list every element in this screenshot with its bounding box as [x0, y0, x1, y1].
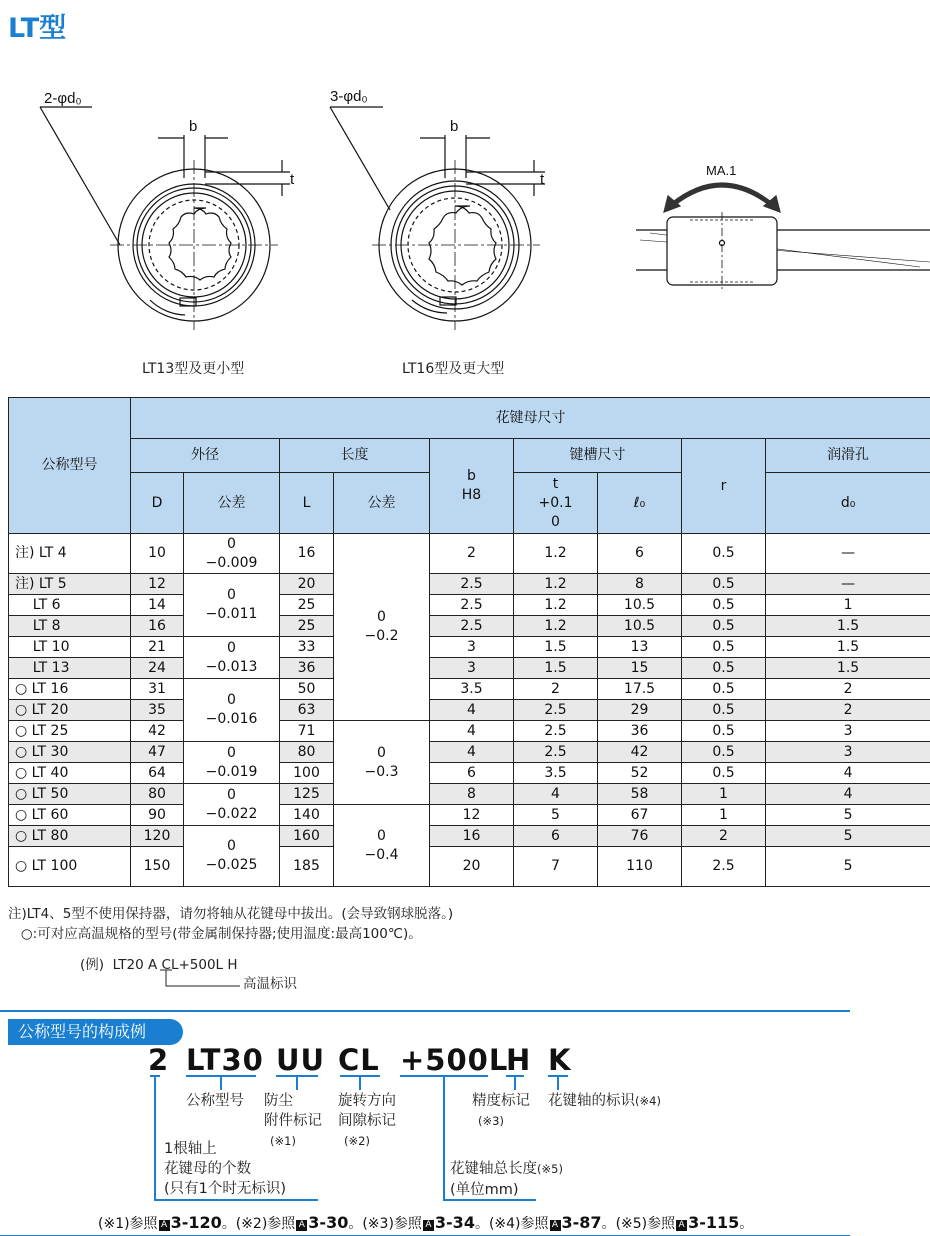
header-model: 公称型号	[9, 398, 131, 534]
cell-l-tol: 0 −0.2	[334, 534, 430, 721]
cell-b: 20	[430, 847, 514, 887]
table-row	[9, 805, 930, 826]
cell-l0: 36	[598, 721, 682, 742]
cell-t: 7	[514, 847, 598, 887]
cell-d-tol: 0 −0.022	[184, 784, 280, 826]
left-b-label: b	[189, 118, 198, 135]
cell-r: 0.5	[682, 595, 766, 616]
cell-r: 0.5	[682, 742, 766, 763]
header-l-tol: 公差	[334, 473, 430, 534]
table-row	[9, 784, 930, 805]
cell-t: 1.2	[514, 595, 598, 616]
cell-b: 8	[430, 784, 514, 805]
left-t-label: t	[290, 171, 295, 188]
cell-d0: 1	[766, 595, 930, 616]
label-count: 1根轴上 花键母的个数 (只有1个时无标识)	[164, 1141, 287, 1197]
cell-d-tol: 0 −0.016	[184, 679, 280, 742]
cell-d0: 4	[766, 763, 930, 784]
cell-D: 80	[131, 784, 184, 805]
cell-b: 2.5	[430, 595, 514, 616]
cell-d0: 2	[766, 700, 930, 721]
left-caption: LT13型及更小型	[142, 361, 245, 377]
cell-L: 20	[280, 574, 334, 595]
reference-notes	[98, 1213, 753, 1233]
label-shaft: 花键轴的标识(※4)	[548, 1093, 661, 1109]
cell-l0: 52	[598, 763, 682, 784]
cell-L: 33	[280, 637, 334, 658]
cell-r: 0.5	[682, 700, 766, 721]
cell-D: 120	[131, 826, 184, 847]
label-clearance: 旋转方向 间隙标记	[338, 1093, 396, 1129]
cell-model: ○ LT 16	[9, 679, 131, 700]
cell-model: ○ LT 30	[9, 742, 131, 763]
cell-D: 14	[131, 595, 184, 616]
cell-l0: 42	[598, 742, 682, 763]
cell-l0: 17.5	[598, 679, 682, 700]
label-model: 公称型号	[186, 1093, 244, 1109]
cell-t: 5	[514, 805, 598, 826]
right-b-label: b	[450, 118, 459, 135]
code-shaft: K	[548, 1043, 572, 1077]
technical-drawings	[0, 0, 930, 395]
cell-L: 25	[280, 616, 334, 637]
table-row	[9, 847, 930, 887]
cell-D: 12	[131, 574, 184, 595]
cell-L: 125	[280, 784, 334, 805]
cell-t: 2.5	[514, 700, 598, 721]
cell-b: 2.5	[430, 616, 514, 637]
cell-d0: 1.5	[766, 616, 930, 637]
header-d0: d₀	[766, 473, 930, 534]
table-row	[9, 763, 930, 784]
cell-l0: 8	[598, 574, 682, 595]
header-l0: ℓ₀	[598, 473, 682, 534]
header-lube: 润滑孔	[766, 439, 930, 473]
reference-item: (※4)参照 A 3-87。	[488, 1213, 616, 1232]
cell-d0: 2	[766, 679, 930, 700]
cell-L: 100	[280, 763, 334, 784]
code-length: +500L	[400, 1043, 509, 1077]
cell-b: 4	[430, 742, 514, 763]
cell-t: 4	[514, 784, 598, 805]
reference-book-icon: A	[296, 1220, 307, 1231]
cell-d0: 4	[766, 784, 930, 805]
cell-model: 注) LT 5	[9, 574, 131, 595]
reference-book-icon: A	[550, 1220, 561, 1231]
cell-t: 6	[514, 826, 598, 847]
cell-D: 10	[131, 534, 184, 574]
cell-L: 16	[280, 534, 334, 574]
cell-d0: 5	[766, 805, 930, 826]
label-clearance-note: (※2)	[344, 1134, 370, 1148]
cell-model: LT 6	[9, 595, 131, 616]
page-title: LT型	[8, 13, 67, 44]
header-D: D	[131, 473, 184, 534]
cell-t: 1.2	[514, 616, 598, 637]
cell-t: 1.2	[514, 574, 598, 595]
cell-r: 0.5	[682, 658, 766, 679]
cell-D: 24	[131, 658, 184, 679]
cell-model: ○ LT 20	[9, 700, 131, 721]
code-precision: H	[506, 1043, 532, 1077]
code-seal: UU	[276, 1043, 326, 1077]
table-row	[9, 534, 930, 574]
cell-L: 71	[280, 721, 334, 742]
cell-b: 2	[430, 534, 514, 574]
table-row	[9, 616, 930, 637]
cell-d0: —	[766, 574, 930, 595]
cell-model: ○ LT 50	[9, 784, 131, 805]
cell-D: 47	[131, 742, 184, 763]
right-hole-label: 3-φd₀	[330, 88, 368, 105]
example-label: 高温标识	[243, 976, 297, 992]
cell-d0: 5	[766, 826, 930, 847]
cell-L: 80	[280, 742, 334, 763]
cell-l-tol: 0 −0.4	[334, 805, 430, 887]
header-length: 长度	[280, 439, 430, 473]
header-t: t +0.1 0	[514, 473, 598, 534]
cell-D: 42	[131, 721, 184, 742]
cell-b: 3	[430, 658, 514, 679]
cell-L: 63	[280, 700, 334, 721]
composition-section-title: 公称型号的构成例	[8, 1019, 183, 1045]
cell-L: 25	[280, 595, 334, 616]
reference-item: (※3)参照 A 3-34。	[362, 1213, 489, 1232]
right-caption: LT16型及更大型	[402, 361, 505, 377]
label-precision: 精度标记	[472, 1093, 530, 1109]
header-d-tol: 公差	[184, 473, 280, 534]
code-model: LT30	[186, 1043, 264, 1077]
cell-l0: 10.5	[598, 616, 682, 637]
header-keyway: 键槽尺寸	[514, 439, 682, 473]
cell-d0: 1.5	[766, 637, 930, 658]
cell-b: 2.5	[430, 574, 514, 595]
cell-l0: 29	[598, 700, 682, 721]
cell-t: 2.5	[514, 742, 598, 763]
cell-d-tol: 0 −0.009	[184, 534, 280, 574]
cell-r: 0.5	[682, 574, 766, 595]
cell-d0: 5	[766, 847, 930, 887]
cell-L: 50	[280, 679, 334, 700]
cell-model: 注) LT 4	[9, 534, 131, 574]
cell-r: 0.5	[682, 679, 766, 700]
cell-model: ○ LT 60	[9, 805, 131, 826]
cell-l-tol: 0 −0.3	[334, 721, 430, 805]
cell-l0: 10.5	[598, 595, 682, 616]
header-outer: 外径	[131, 439, 280, 473]
table-row	[9, 742, 930, 763]
cell-L: 160	[280, 826, 334, 847]
cell-t: 1.5	[514, 637, 598, 658]
cell-d-tol: 0 −0.013	[184, 637, 280, 679]
label-seal-note: (※1)	[270, 1134, 296, 1148]
cell-D: 150	[131, 847, 184, 887]
cell-L: 36	[280, 658, 334, 679]
code-clearance: CL	[338, 1043, 380, 1077]
example-code: (例) LT20 A CL+500L H	[80, 957, 238, 973]
cell-d-tol: 0 −0.025	[184, 826, 280, 887]
cell-t: 2	[514, 679, 598, 700]
table-row	[9, 658, 930, 679]
table-row	[9, 679, 930, 700]
reference-book-icon: A	[676, 1220, 687, 1231]
note-2: ○:可对应高温规格的型号(带金属制保持器;使用温度:最高100℃)。	[8, 926, 422, 942]
table-row	[9, 574, 930, 595]
label-unit: (单位mm)	[450, 1182, 519, 1198]
table-row	[9, 826, 930, 847]
cell-b: 3.5	[430, 679, 514, 700]
label-precision-note: (※3)	[478, 1114, 504, 1128]
cell-r: 0.5	[682, 616, 766, 637]
note-1: 注)LT4、5型不使用保持器，请勿将轴从花键母中拔出。(会导致钢球脱落。)	[8, 906, 454, 922]
cell-l0: 110	[598, 847, 682, 887]
cell-model: ○ LT 25	[9, 721, 131, 742]
cell-model: ○ LT 80	[9, 826, 131, 847]
cell-D: 21	[131, 637, 184, 658]
cell-b: 16	[430, 826, 514, 847]
cell-r: 2	[682, 826, 766, 847]
cell-r: 0.5	[682, 637, 766, 658]
cell-b: 4	[430, 700, 514, 721]
cell-d0: 3	[766, 742, 930, 763]
cell-D: 64	[131, 763, 184, 784]
code-count: 2	[148, 1043, 170, 1077]
moment-label: MA.1	[706, 163, 737, 178]
cell-t: 2.5	[514, 721, 598, 742]
cell-d0: 1.5	[766, 658, 930, 679]
label-length: 花键轴总长度(※5)	[450, 1161, 563, 1177]
cell-model: LT 10	[9, 637, 131, 658]
cell-r: 0.5	[682, 763, 766, 784]
header-nut: 花键母尺寸	[131, 398, 930, 439]
cell-L: 185	[280, 847, 334, 887]
cell-d0: 3	[766, 721, 930, 742]
cell-l0: 67	[598, 805, 682, 826]
cell-D: 35	[131, 700, 184, 721]
cell-l0: 58	[598, 784, 682, 805]
reference-book-icon: A	[159, 1220, 170, 1231]
cell-b: 3	[430, 637, 514, 658]
cell-model: LT 8	[9, 616, 131, 637]
cell-b: 12	[430, 805, 514, 826]
table-row	[9, 595, 930, 616]
cell-L: 140	[280, 805, 334, 826]
cell-t: 3.5	[514, 763, 598, 784]
nut-drawing-small	[40, 107, 290, 330]
cell-r: 0.5	[682, 534, 766, 574]
cell-r: 1	[682, 805, 766, 826]
cell-t: 1.5	[514, 658, 598, 679]
cell-b: 6	[430, 763, 514, 784]
cell-r: 2.5	[682, 847, 766, 887]
cell-d-tol: 0 −0.011	[184, 574, 280, 637]
header-b: b H8	[430, 439, 514, 534]
reference-item: (※5)参照 A 3-115。	[615, 1213, 754, 1232]
table-row	[9, 637, 930, 658]
cell-t: 1.2	[514, 534, 598, 574]
reference-item: (※1)参照 A 3-120。	[98, 1213, 236, 1232]
cell-d-tol: 0 −0.019	[184, 742, 280, 784]
cell-model: ○ LT 40	[9, 763, 131, 784]
cell-r: 1	[682, 784, 766, 805]
header-r: r	[682, 439, 766, 534]
cell-r: 0.5	[682, 721, 766, 742]
table-row	[9, 700, 930, 721]
reference-book-icon: A	[423, 1220, 434, 1231]
cell-model: LT 13	[9, 658, 131, 679]
cell-d0: —	[766, 534, 930, 574]
moment-drawing	[636, 185, 930, 292]
cell-b: 4	[430, 721, 514, 742]
cell-l0: 15	[598, 658, 682, 679]
cell-l0: 13	[598, 637, 682, 658]
dimension-table	[8, 397, 930, 887]
label-seal: 防尘 附件标记	[264, 1093, 322, 1129]
header-L: L	[280, 473, 334, 534]
cell-l0: 76	[598, 826, 682, 847]
cell-D: 90	[131, 805, 184, 826]
cell-D: 16	[131, 616, 184, 637]
nut-drawing-large	[330, 107, 545, 330]
left-hole-label: 2-φd₀	[44, 90, 82, 107]
cell-model: ○ LT 100	[9, 847, 131, 887]
table-row	[9, 721, 930, 742]
reference-item: (※2)参照 A 3-30。	[235, 1213, 363, 1232]
right-t-label: t	[540, 171, 545, 188]
cell-l0: 6	[598, 534, 682, 574]
cell-D: 31	[131, 679, 184, 700]
